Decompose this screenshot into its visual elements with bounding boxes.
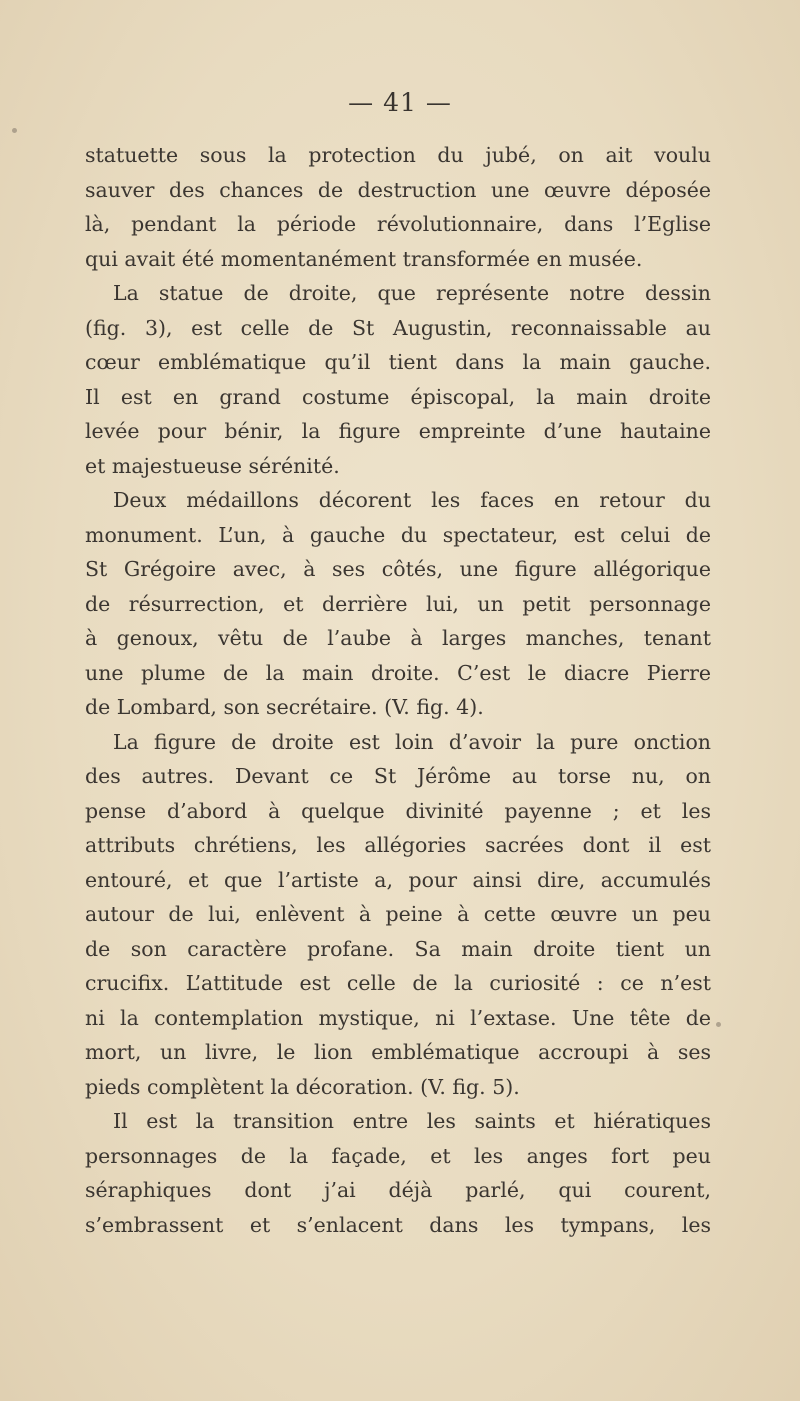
- text-line: (fig. 3), est celle de St Augustin, reconnaissable au: [85, 315, 711, 340]
- paper-speck: [12, 128, 17, 133]
- text-line: La statue de droite, que représente notre dessin: [113, 281, 711, 305]
- text-line: de résurrection, et derrière lui, un petit personnage: [85, 591, 711, 616]
- text-line: de Lombard, son secrétaire. (V. fig. 4).: [85, 695, 484, 719]
- text-line: qui avait été momentanément transformée en musée.: [85, 246, 643, 271]
- text-line: St Grégoire avec, à ses côtés, une figure allégorique: [85, 557, 711, 581]
- text-line: de son caractère profane. Sa main droite tient un: [85, 936, 711, 961]
- text-line: mort, un livre, le lion emblématique accroupi à ses: [85, 1040, 711, 1064]
- page-number: — 41 —: [348, 88, 452, 117]
- text-line: une plume de la main droite. C’est le diacre Pierre: [85, 660, 711, 685]
- text-line: pense d’abord à quelque divinité payenne ; et les: [85, 798, 711, 823]
- text-line: entouré, et que l’artiste a, pour ainsi dire, accumulés: [85, 867, 711, 892]
- text-line: Deux médaillons décorent les faces en retour du: [113, 488, 711, 512]
- text-line: attributs chrétiens, les allégories sacrées dont il est: [85, 833, 711, 857]
- text-line: pieds complètent la décoration. (V. fig. 5).: [85, 1074, 520, 1099]
- text-line: cœur emblématique qu’il tient dans la main gauche.: [85, 350, 711, 374]
- text-line: autour de lui, enlèvent à peine à cette œuvre un peu: [85, 902, 711, 926]
- text-line: personnages de la façade, et les anges fort peu: [85, 1143, 711, 1168]
- text-line: et majestueuse sérénité.: [85, 453, 340, 478]
- text-line: statuette sous la protection du jubé, on ait voulu: [85, 143, 711, 167]
- text-line: séraphiques dont j’ai déjà parlé, qui courent,: [85, 1178, 711, 1202]
- text-line: à genoux, vêtu de l’aube à larges manches, tenant: [85, 626, 711, 650]
- text-line: Il est la transition entre les saints et hiératiques: [113, 1109, 711, 1133]
- text-line: La figure de droite est loin d’avoir la pure onction: [113, 729, 711, 754]
- text-line: monument. L’un, à gauche du spectateur, est celui de: [85, 522, 711, 547]
- text-line: ni la contemplation mystique, ni l’extase. Une tête de: [85, 1005, 711, 1030]
- text-line: levée pour bénir, la figure empreinte d’une hautaine: [85, 419, 711, 443]
- text-line: là, pendant la période révolutionnaire, dans l’Eglise: [85, 212, 711, 236]
- text-line: sauver des chances de destruction une œuvre déposée: [85, 177, 711, 202]
- text-line: des autres. Devant ce St Jérôme au torse nu, on: [85, 764, 711, 788]
- body-text: [85, 138, 711, 1242]
- text-line: Il est en grand costume épiscopal, la main droite: [85, 384, 711, 409]
- paper-speck: [716, 1022, 721, 1027]
- text-line: s’embrassent et s’enlacent dans les tympans, les: [85, 1212, 711, 1237]
- text-line: crucifix. L’attitude est celle de la curiosité : ce n’est: [85, 971, 711, 995]
